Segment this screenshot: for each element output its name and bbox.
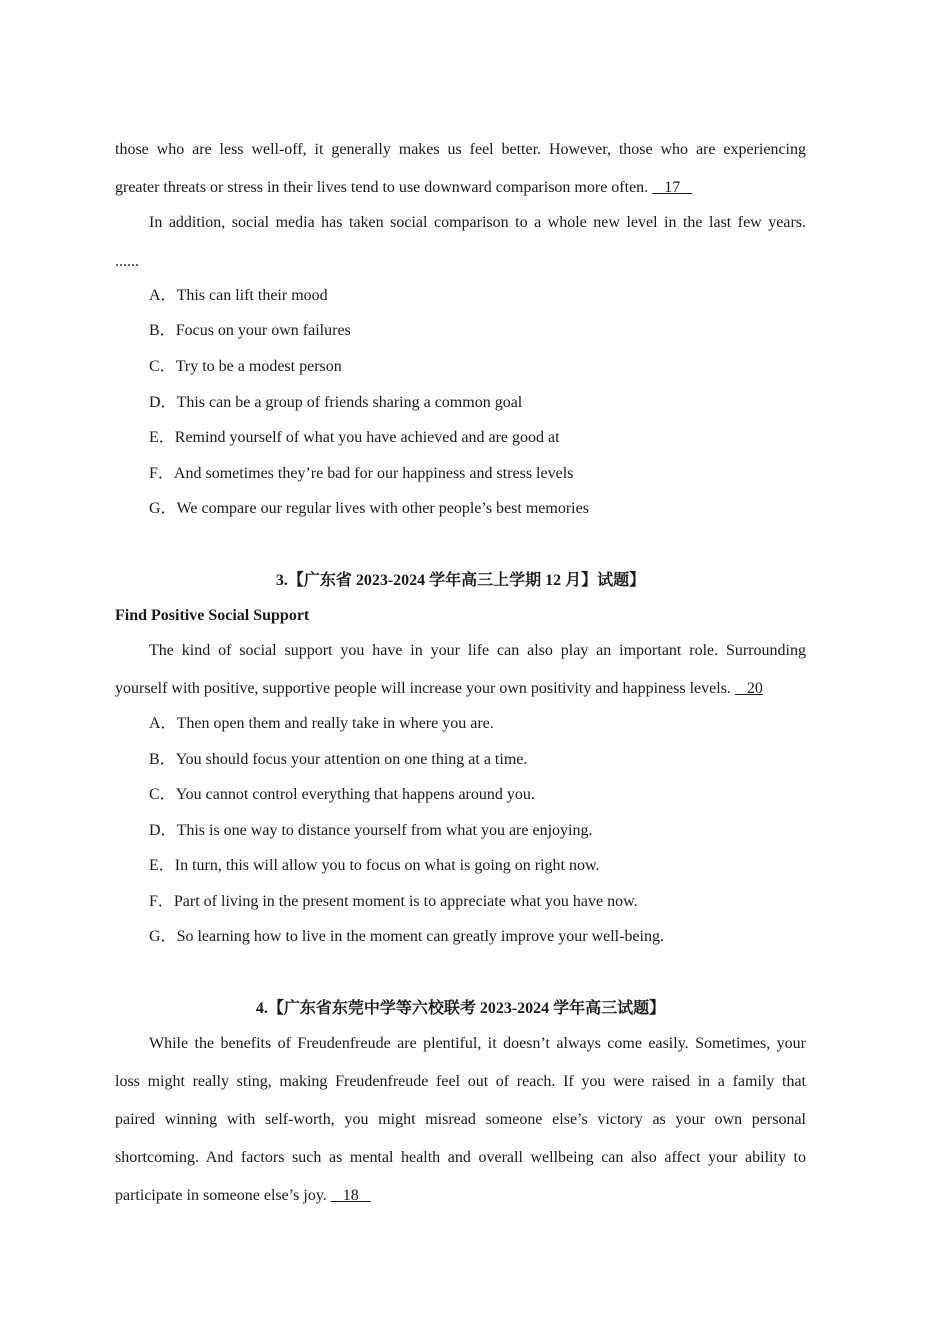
option-letter: E． bbox=[149, 429, 175, 446]
option-letter: G． bbox=[149, 500, 177, 517]
paragraph-line: The kind of social support you have in your life can also play an important role. Surrounding bbox=[149, 642, 806, 659]
option-item bbox=[149, 357, 806, 377]
paragraph-line: those who are less well-off, it generally makes us feel better. However, those who are experiencing bbox=[115, 141, 806, 158]
option-letter: C． bbox=[149, 358, 176, 375]
option-text: In turn, this will allow you to focus on what is going on right now. bbox=[174, 857, 600, 874]
option-letter: A． bbox=[149, 715, 177, 732]
option-item bbox=[149, 714, 806, 734]
option-letter: C． bbox=[149, 786, 176, 803]
option-text: Focus on your own failures bbox=[175, 322, 351, 339]
option-text: Try to be a modest person bbox=[175, 358, 342, 375]
option-text: This is one way to distance yourself from what you are enjoying. bbox=[176, 822, 593, 839]
option-item bbox=[149, 321, 806, 341]
option-text: This can lift their mood bbox=[176, 287, 328, 304]
answer-blank-20[interactable]: 20 bbox=[734, 680, 763, 697]
paragraph-line bbox=[115, 178, 806, 198]
paragraph-line bbox=[115, 1186, 806, 1206]
paragraph-text: yourself with positive, supportive people will increase your own positivity and happiness levels. bbox=[115, 680, 731, 697]
paragraph-line bbox=[115, 679, 806, 699]
option-letter: F． bbox=[149, 465, 174, 482]
answer-blank-17[interactable]: 17 bbox=[652, 179, 693, 196]
paragraph-line: shortcoming. And factors such as mental health and overall wellbeing can also affect your ability to bbox=[115, 1149, 806, 1166]
section-subheading: Find Positive Social Support bbox=[115, 607, 310, 624]
option-item bbox=[149, 464, 806, 484]
option-text: Remind yourself of what you have achieved and are good at bbox=[174, 429, 560, 446]
option-letter: D． bbox=[149, 394, 177, 411]
ellipsis: ...... bbox=[115, 253, 139, 270]
option-text: You cannot control everything that happens around you. bbox=[175, 786, 535, 803]
paragraph-line: While the benefits of Freudenfreude are plentiful, it doesn’t always come easily. Sometimes, your bbox=[149, 1035, 806, 1052]
option-item bbox=[149, 856, 806, 876]
paragraph-line: In addition, social media has taken social comparison to a whole new level in the last few years. bbox=[149, 214, 806, 231]
option-item bbox=[149, 428, 806, 448]
option-item bbox=[149, 286, 806, 306]
question-heading-3: 3.【广东省 2023-2024 学年高三上学期 12 月】试题】 bbox=[275, 572, 646, 589]
option-letter: F． bbox=[149, 893, 174, 910]
option-item bbox=[149, 927, 806, 947]
option-letter: B． bbox=[149, 751, 176, 768]
option-text: And sometimes they’re bad for our happiness and stress levels bbox=[173, 465, 574, 482]
option-text: We compare our regular lives with other people’s best memories bbox=[176, 500, 589, 517]
option-text: Part of living in the present moment is to appreciate what you have now. bbox=[173, 893, 638, 910]
option-letter: E． bbox=[149, 857, 175, 874]
option-item bbox=[149, 750, 806, 770]
paragraph-text: greater threats or stress in their lives tend to use downward comparison more often. bbox=[115, 179, 649, 196]
paragraph-line: paired winning with self-worth, you might misread someone else’s victory as your own personal bbox=[115, 1111, 806, 1128]
paragraph-line: loss might really sting, making Freudenfreude feel out of reach. If you were raised in a family that bbox=[115, 1073, 806, 1090]
option-item bbox=[149, 785, 806, 805]
option-letter: G． bbox=[149, 928, 177, 945]
option-item bbox=[149, 499, 806, 519]
question-heading-4: 4.【广东省东莞中学等六校联考 2023-2024 学年高三试题】 bbox=[255, 1000, 666, 1017]
option-item bbox=[149, 892, 806, 912]
option-text: Then open them and really take in where you are. bbox=[176, 715, 494, 732]
paragraph-text: participate in someone else’s joy. bbox=[115, 1187, 327, 1204]
answer-blank-18[interactable]: 18 bbox=[330, 1187, 371, 1204]
option-item bbox=[149, 821, 806, 841]
option-text: So learning how to live in the moment can greatly improve your well-being. bbox=[176, 928, 664, 945]
option-letter: A． bbox=[149, 287, 177, 304]
option-text: This can be a group of friends sharing a common goal bbox=[176, 394, 523, 411]
option-letter: D． bbox=[149, 822, 177, 839]
option-letter: B． bbox=[149, 322, 176, 339]
option-text: You should focus your attention on one thing at a time. bbox=[175, 751, 528, 768]
option-item bbox=[149, 393, 806, 413]
